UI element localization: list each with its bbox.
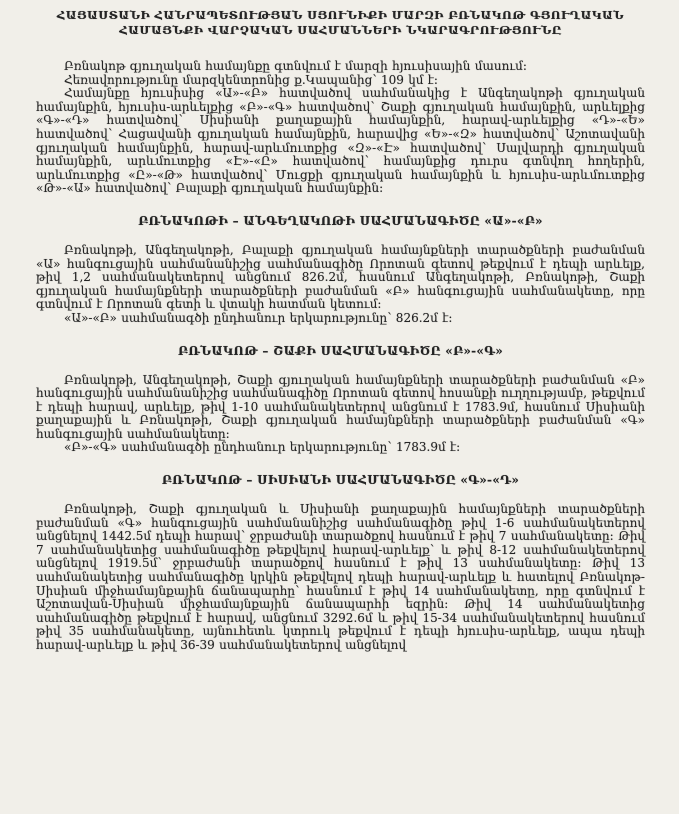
section-heading-angeghakot: ԲՌՆԱԿՈԹԻ – ԱՆԳԵՂԱԿՈԹԻ ՍԱՀՄԱՆԱԳԻԾԸ «Ա»-«Բ» <box>138 213 543 228</box>
intro-block <box>36 60 645 196</box>
section-body-sisian: Բռնակոթի, Շաքի գյուղական և Սիսիանի քաղաքային համայնքների տարածքների բաժանման «Գ» հանգուցային սահմանանիշից սահմանագիծը թիվ 1-6 սահմանակետերով անցնելով 1442.5մ դեպի հարավ՝ ջրբաժանի տարածքով հասնում է թիվ 7 սահմանակետը: Թիվ 7 սահմանակետից սահմանագիծը թեքվելով հարավ-արևելք՝ և թիվ 8-12 սահմանակետերով անցնելով 1919.5մ՝ ջրբաժանի տարածքով հասնում է թիվ 13 սահմանակետը: Թիվ 13 սահմանակետից սահմանագիծը կրկին թեքվելով դեպի հարավ-արևելք և հատելով Բռնակոթ-Սիսիան միջհամայնքային ճանապարհը՝ հասնում է թիվ 14 սահմանակետը, որը գտնվում է Աշոտավան-Սիսիան միջհամայնքային ճանապարհի եզրին: Թիվ 14 սահմանակետից սահմանագիծը թեքվում է հարավ, անցնում 3292.6մ և թիվ 15-34 սահմանակետերով հասնում թիվ 35 սահմանակետը, այնուհետև կտրուկ թեքվում է դեպի հյուսիս-արևելք, ապա դեպի հարավ-արևելք և թիվ 36-39 սահմանակետերով անցնելով <box>36 502 645 652</box>
intro-paragraph-distance: Հեռավորությունը մարզկենտրոնից ք.Կապանից՝ 109 կմ է: <box>64 72 438 87</box>
section-total-angeghakot: «Ա»-«Բ» սահմանագծի ընդհանուր երկարությունը՝ 826.2մ է: <box>64 310 453 325</box>
section-body-shaki: Բռնակոթի, Անգեղակոթի, Շաքի գյուղական համայնքների տարածքների բաժանման «Բ» հանգուցային սահմանանիշից սահմանագիծը Որոտան գետով հոսանքի ուղղությամբ, թեքվում է դեպի հարավ, արևելք, թիվ 1-10 սահմանակետերով անցնում է 1783.9մ, հասնում Սիսիանի քաղաքային և Բռնակոթի, Շաքի գյուղական համայնքների տարածքների բաժանման «Գ» հանգուցային սահմանակետը: <box>36 372 645 441</box>
intro-paragraph-borders: Համայնքը հյուսիսից «Ա»-«Բ» հատվածով սահմանակից է Անգեղակոթի գյուղական համայնքին, հյուսիս-արևելքից «Բ»-«Գ» հատվածով՝ Շաքի գյուղական համայնքին, արևելքից «Գ»-«Դ» հատվածով՝ Սիսիանի քաղաքային համայնքին, հարավ-արևելքից «Դ»-«Ե» հատվածով՝ Հացավանի գյուղական համայնքին, հարավից «Ե»-«Զ» հատվածով՝ Աշոտավանի գյուղական համայնքին, հարավ-արևմուտքից «Զ»-«Է» հատվածով՝ Սալվարդի գյուղական համայնքին, արևմուտքից «Է»-«Ը» հատվածով՝ համայնքից դուրս գտնվող հողերին, արևմուտքից «Ը»-«Թ» հատվածով՝ Մուցքի գյուղական համայնքին և հյուսիս-արևմուտքից «Թ»-«Ա» հատվածով՝ Բալաքի գյուղական համայնքին: <box>36 86 645 196</box>
section-heading-shaki: ԲՌՆԱԿՈԹ – ՇԱՔԻ ՍԱՀՄԱՆԱԳԻԾԸ «Բ»-«Գ» <box>177 343 504 358</box>
document-title-line-2: ՀԱՄԱՅՆՔԻ ՎԱՐՉԱԿԱՆ ՍԱՀՄԱՆՆԵՐԻ ՆԿԱՐԱԳՐՈՒԹՅՈՒՆԸ <box>119 23 562 37</box>
section-heading-sisian: ԲՌՆԱԿՈԹ – ՍԻՍԻԱՆԻ ՍԱՀՄԱՆԱԳԻԾԸ «Գ»-«Դ» <box>161 473 520 488</box>
section-body-angeghakot: Բռնակոթի, Անգեղակոթի, Բալաքի գյուղական համայնքների տարածքների բաժանման «Ա» հանգուցային սահմանանիշից սահմանագիծը Որոտան գետով թեքվում է դեպի արևելք, թիվ 1,2 սահմանակետերով անցնում 826.2մ, հասնում Անգեղակոթի, Բռնակոթի, Շաքի գյուղական համայնքների տարածքների բաժանման «Բ» հանգուցային սահմանակետը, որը գտնվում է Որոտան գետի և վտակի հատման կետում: <box>36 242 645 312</box>
document-title <box>36 8 645 38</box>
intro-paragraph-location: Բռնակոթ գյուղական համայնքը գտնվում է մարզի հյուսիսային մասում: <box>64 59 527 73</box>
document-title-line-1: ՀԱՅԱՍՏԱՆԻ ՀԱՆՐԱՊԵՏՈՒԹՅԱՆ ՍՅՈՒՆԻՔԻ ՄԱՐԶԻ ԲՌՆԱԿՈԹ ԳՅՈՒՂԱԿԱՆ <box>56 8 625 22</box>
section-total-shaki: «Բ»-«Գ» սահմանագծի ընդհանուր երկարությունը՝ 1783.9մ է: <box>64 440 461 455</box>
